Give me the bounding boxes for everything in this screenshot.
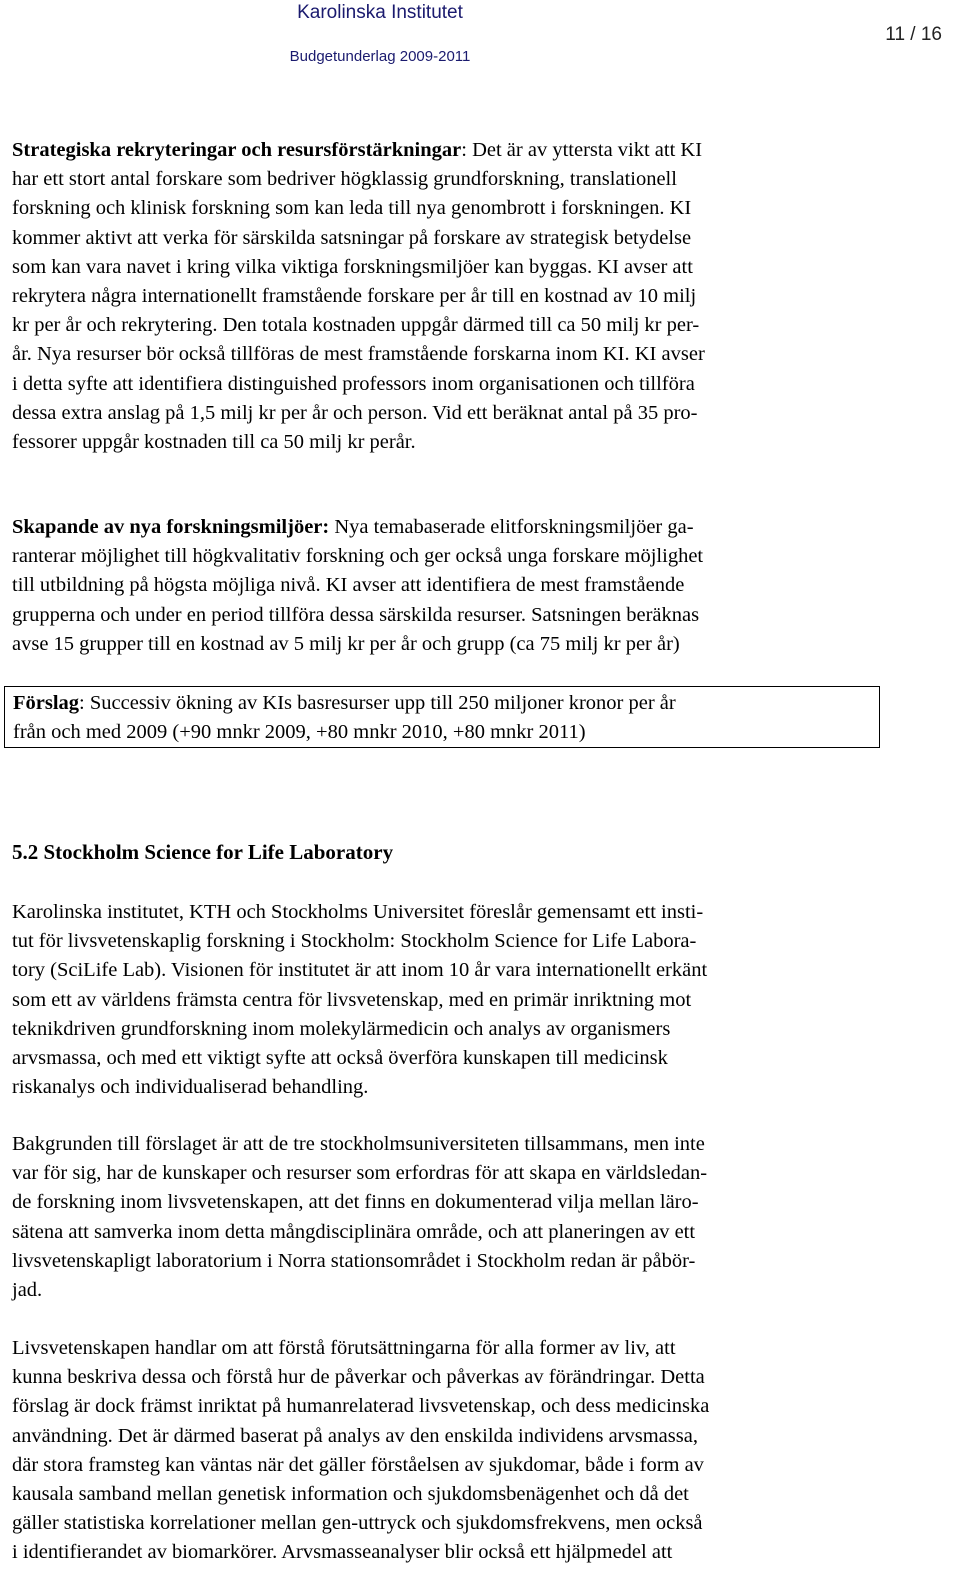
text-line: kommer aktivt att verka för särskilda satsningar på forskare av strategisk betydelse — [12, 226, 692, 249]
text-line: riskanalys och individualiserad behandling. — [12, 1076, 369, 1099]
text-line: i detta syfte att identifiera distinguished professors inom organisationen och tillföra — [12, 372, 695, 395]
text-line: de forskning inom livsvetenskapen, att det finns en dokumenterad vilja mellan läro- — [12, 1191, 699, 1214]
header-document-title: Budgetunderlag 2009-2011 — [289, 48, 471, 65]
text-line: som kan vara navet i kring vilka viktiga forskningsmiljöer kan byggas. KI avser att — [12, 255, 693, 278]
text-line: gäller statistiska korrelationer mellan gen-uttryck och sjukdomsfrekvens, men också — [12, 1512, 703, 1535]
text-line: Bakgrunden till förslaget är att de tre stockholmsuniversiteten tillsammans, men inte — [12, 1133, 705, 1155]
proposal-lead: Förslag — [13, 692, 80, 714]
text-line: tory (SciLife Lab). Visionen för institutet är att inom 10 år vara internationellt erkänt — [12, 959, 708, 982]
text-line: till utbildning på högsta möjliga nivå. KI avser att identifiera de mest framstående — [12, 574, 685, 597]
text-line: tut för livsvetenskaplig forskning i Stockholm: Stockholm Science for Life Labora- — [12, 930, 697, 953]
text-line: arvsmassa, och med ett viktigt syfte att också överföra kunskapen till medicinsk — [12, 1047, 668, 1070]
header-institution: Karolinska Institutet — [297, 2, 463, 23]
text-line: har ett stort antal forskare som bedriver högklassig grundforskning, translationell — [12, 168, 677, 191]
text-line: som ett av världens främsta centra för livsvetenskap, med en primär inriktning mot — [12, 988, 692, 1011]
paragraph-strategic-recruitment — [12, 136, 872, 457]
text-line: i identifierandet av biomarkörer. Arvsmasseanalyser blir också ett hjälpmedel att — [12, 1541, 673, 1564]
text-line: Karolinska institutet, KTH och Stockholms Universitet föreslår gemensamt ett insti- — [12, 901, 704, 923]
paragraph-lead: Skapande av nya forskningsmiljöer: — [12, 516, 330, 538]
text-line: livsvetenskapligt laboratorium i Norra stationsområdet i Stockholm redan är påbör- — [12, 1249, 696, 1272]
text-line: var för sig, har de kunskaper och resurser som erfordras för att skapa en världsledan- — [12, 1162, 708, 1185]
text-line: där stora framsteg kan väntas när det gäller förståelsen av sjukdomar, både i form av — [12, 1453, 704, 1476]
paragraph-research-environments — [12, 513, 872, 659]
text-line: ranterar möjlighet till högkvalitativ forskning och ger också unga forskare möjlighet — [12, 545, 704, 568]
page-number: 11 / 16 — [885, 24, 942, 45]
paragraph-life-science — [12, 1334, 872, 1568]
text-line: dessa extra anslag på 1,5 milj kr per år och person. Vid ett beräknat antal på 35 pro- — [12, 401, 698, 424]
text-line: Skapande av nya forskningsmiljöer: Nya temabaserade elitforskningsmiljöer ga- — [12, 516, 694, 538]
text-line: avse 15 grupper till en kostnad av 5 milj kr per år och grupp (ca 75 milj kr per år) — [12, 632, 680, 655]
paragraph-scilife-intro — [12, 898, 872, 1102]
text-line: förslag är dock främst inriktat på humanrelaterad livsvetenskap, och dess medicinska — [12, 1395, 710, 1418]
text-line: kunna beskriva dessa och förstå hur de påverkar och påverkas av förändringar. Detta — [12, 1366, 705, 1389]
text-line: kausala samband mellan genetisk information och sjukdomsbenägenhet och då det — [12, 1483, 689, 1506]
text-line: Förslag: Successiv ökning av KIs basresurser upp till 250 miljoner kronor per år — [13, 692, 676, 714]
text-line: forskning och klinisk forskning som kan leda till nya genombrott i forskningen. KI — [12, 197, 692, 220]
text-line: jad. — [12, 1279, 43, 1302]
paragraph-scilife-background — [12, 1130, 872, 1305]
text-line: fessorer uppgår kostnaden till ca 50 milj kr perår. — [12, 431, 416, 454]
text-line: Livsvetenskapen handlar om att förstå förutsättningarna för alla former av liv, att — [12, 1337, 676, 1359]
text-line: år. Nya resurser bör också tillföras de mest framstående forskarna inom KI. KI avser — [12, 343, 705, 366]
section-heading: 5.2 Stockholm Science for Life Laboratory — [12, 840, 394, 864]
text-line: kr per år och rekrytering. Den totala kostnaden uppgår därmed till ca 50 milj kr per- — [12, 314, 700, 337]
text-line: användning. Det är därmed baserat på analys av den enskilda individens arvsmassa, — [12, 1424, 698, 1447]
text-line: teknikdriven grundforskning inom molekylärmedicin och analys av organismers — [12, 1017, 671, 1040]
paragraph-lead: Strategiska rekryteringar och resursförstärkningar — [12, 139, 462, 161]
text-line: rekrytera några internationellt framstående forskare per år till en kostnad av 10 milj — [12, 285, 697, 308]
text-line: sätena att samverka inom detta mångdisciplinära område, och att planeringen av ett — [12, 1220, 696, 1243]
text-line: grupperna och under en period tillföra dessa särskilda resurser. Satsningen beräknas — [12, 603, 700, 626]
proposal-box — [4, 686, 880, 748]
text-line: från och med 2009 (+90 mnkr 2009, +80 mnkr 2010, +80 mnkr 2011) — [13, 721, 586, 744]
text-line: Strategiska rekryteringar och resursförstärkningar: Det är av yttersta vikt att KI — [12, 139, 703, 161]
